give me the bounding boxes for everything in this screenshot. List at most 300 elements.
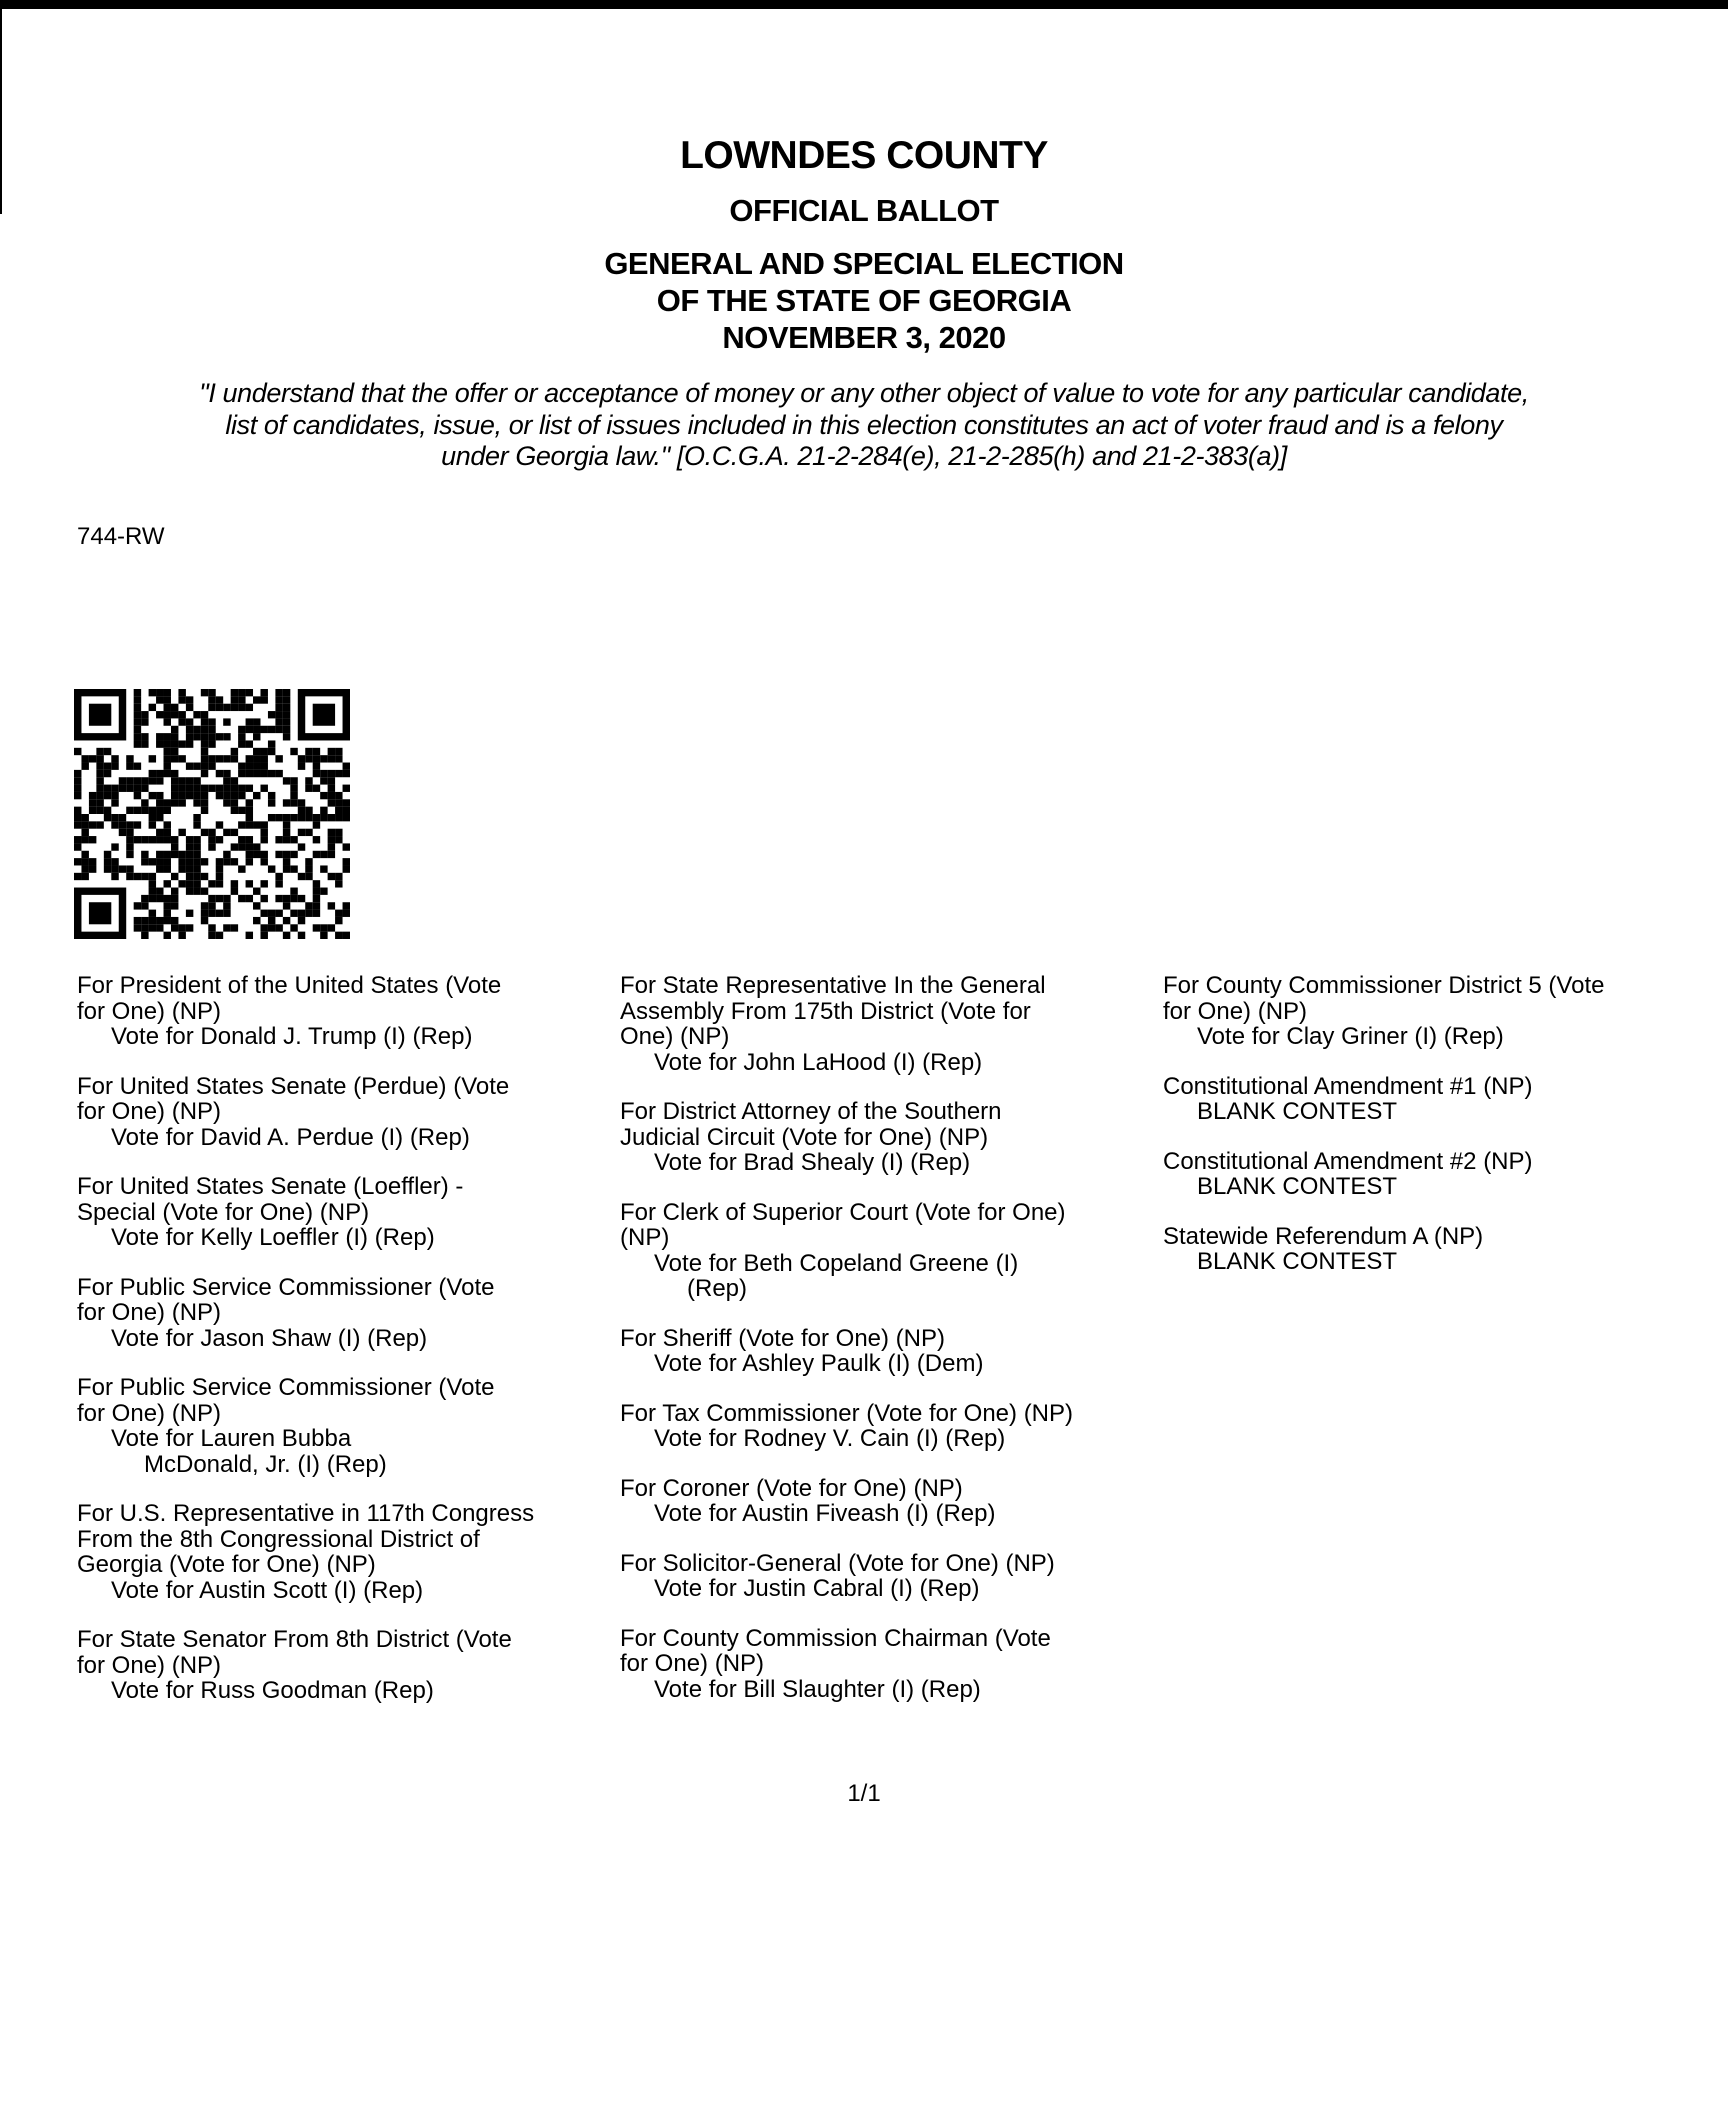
qr-module — [216, 895, 223, 902]
qr-module — [171, 770, 178, 777]
qr-module — [178, 740, 185, 747]
qr-module — [119, 785, 126, 792]
qr-module — [193, 880, 200, 887]
qr-module — [223, 851, 230, 858]
qr-module — [223, 785, 230, 792]
qr-module — [238, 895, 245, 902]
contest-title-line: Special (Vote for One) (NP) — [77, 1198, 370, 1226]
contest-title-line: for One) (NP) — [620, 1650, 765, 1677]
qr-module — [171, 902, 178, 909]
qr-module — [268, 865, 275, 872]
qr-module — [149, 755, 156, 762]
qr-module — [253, 792, 260, 799]
qr-module — [81, 829, 88, 836]
qr-module — [290, 836, 297, 843]
qr-module — [156, 689, 163, 696]
qr-module — [141, 858, 148, 865]
election-line: NOVEMBER 3, 2020 — [722, 320, 1006, 355]
contest-title-line: For Clerk of Superior Court (Vote for One) — [620, 1198, 1066, 1226]
qr-module — [193, 836, 200, 843]
qr-module — [74, 748, 81, 755]
qr-module — [119, 829, 126, 836]
qr-module — [104, 814, 111, 821]
qr-module — [156, 924, 163, 931]
contest-title-line: for One) (NP) — [77, 1651, 222, 1679]
qr-module — [156, 799, 163, 806]
qr-module — [134, 792, 141, 799]
qr-module — [268, 711, 275, 718]
qr-module — [313, 770, 320, 777]
qr-module — [246, 814, 253, 821]
qr-module — [164, 807, 171, 814]
qr-module — [260, 895, 267, 902]
contest-title-line: For Sheriff (Vote for One) (NP) — [620, 1324, 945, 1352]
qr-module — [343, 858, 350, 865]
qr-module — [208, 740, 215, 747]
qr-module — [238, 704, 245, 711]
qr-module — [193, 814, 200, 821]
qr-module — [290, 888, 297, 895]
qr-module — [178, 777, 185, 784]
qr-module — [343, 785, 350, 792]
qr-module — [253, 763, 260, 770]
qr-module — [134, 718, 141, 725]
qr-module — [178, 711, 185, 718]
qr-module — [305, 785, 312, 792]
contest-title-line: For President of the United States (Vote — [77, 972, 502, 999]
qr-module — [343, 902, 350, 909]
qr-module — [186, 873, 193, 880]
selected-choice: Vote for Bill Slaughter (I) (Rep) — [654, 1675, 981, 1703]
qr-module — [81, 836, 88, 843]
contest-title-line: Georgia (Vote for One) (NP) — [77, 1551, 376, 1578]
qr-module — [231, 807, 238, 814]
qr-module — [223, 902, 230, 909]
qr-module — [238, 696, 245, 703]
qr-module — [238, 763, 245, 770]
qr-finder-center — [89, 902, 111, 924]
qr-module — [208, 895, 215, 902]
qr-module — [328, 755, 335, 762]
page-number: 1/1 — [847, 1780, 881, 1807]
qr-module — [178, 924, 185, 931]
qr-module — [208, 910, 215, 917]
qr-finder-center — [313, 704, 335, 726]
qr-module — [275, 880, 282, 887]
qr-module — [223, 799, 230, 806]
contest — [620, 1476, 1073, 1527]
qr-module — [201, 733, 208, 740]
selected-choice: Vote for Kelly Loeffler (I) (Rep) — [111, 1224, 435, 1251]
qr-module — [335, 910, 342, 917]
qr-module — [141, 902, 148, 909]
qr-module — [313, 821, 320, 828]
qr-module — [208, 733, 215, 740]
contest — [77, 1627, 534, 1704]
qr-module — [260, 763, 267, 770]
qr-module — [290, 799, 297, 806]
qr-module — [74, 777, 81, 784]
qr-module — [141, 718, 148, 725]
qr-module — [283, 865, 290, 872]
qr-module — [208, 689, 215, 696]
qr-module — [238, 770, 245, 777]
scan-border-left — [0, 9, 2, 214]
qr-module — [141, 807, 148, 814]
qr-module — [238, 865, 245, 872]
qr-module — [141, 917, 148, 924]
qr-module — [156, 858, 163, 865]
qr-module — [149, 770, 156, 777]
qr-module — [96, 748, 103, 755]
qr-module — [164, 733, 171, 740]
qr-module — [328, 770, 335, 777]
qr-module — [343, 814, 350, 821]
selected-choice: Vote for Jason Shaw (I) (Rep) — [111, 1324, 428, 1352]
qr-module — [126, 829, 133, 836]
qr-module — [313, 895, 320, 902]
qr-module — [178, 718, 185, 725]
qr-module — [178, 689, 185, 696]
qr-module — [246, 932, 253, 939]
qr-module — [313, 880, 320, 887]
election-line: OF THE STATE OF GEORGIA — [656, 283, 1072, 318]
qr-module — [246, 704, 253, 711]
qr-module — [186, 785, 193, 792]
qr-module — [186, 858, 193, 865]
qr-module — [223, 770, 230, 777]
qr-module — [156, 696, 163, 703]
qr-module — [178, 880, 185, 887]
qr-module — [96, 785, 103, 792]
qr-module — [275, 696, 282, 703]
qr-module — [171, 726, 178, 733]
selected-choice: Vote for Rodney V. Cain (I) (Rep) — [654, 1425, 1006, 1452]
qr-module — [231, 696, 238, 703]
qr-module — [343, 932, 350, 939]
qr-module — [253, 917, 260, 924]
qr-module — [104, 858, 111, 865]
qr-module — [223, 910, 230, 917]
qr-module — [171, 733, 178, 740]
qr-module — [328, 814, 335, 821]
qr-module — [164, 880, 171, 887]
qr-module — [208, 829, 215, 836]
qr-module — [268, 814, 275, 821]
qr-module — [253, 718, 260, 725]
qr-module — [275, 704, 282, 711]
qr-module — [201, 902, 208, 909]
qr-module — [238, 792, 245, 799]
qr-module — [149, 777, 156, 784]
qr-module — [335, 873, 342, 880]
qr-module — [216, 755, 223, 762]
qr-module — [216, 865, 223, 872]
qr-module — [104, 807, 111, 814]
qr-module — [126, 865, 133, 872]
qr-module — [134, 785, 141, 792]
qr-module — [156, 740, 163, 747]
qr-module — [260, 836, 267, 843]
qr-module — [305, 873, 312, 880]
contest-title-line: for One) (NP) — [1163, 997, 1308, 1025]
qr-module — [231, 785, 238, 792]
qr-module — [186, 733, 193, 740]
qr-module — [171, 924, 178, 931]
qr-module — [260, 696, 267, 703]
qr-module — [268, 770, 275, 777]
contest-column-2 — [620, 973, 1073, 1726]
county-title: LOWNDES COUNTY — [680, 134, 1048, 177]
qr-module — [246, 807, 253, 814]
qr-module — [343, 770, 350, 777]
qr-module — [96, 770, 103, 777]
qr-module — [223, 755, 230, 762]
contest — [1163, 1149, 1604, 1200]
contest — [77, 1174, 534, 1251]
qr-module — [208, 836, 215, 843]
qr-module — [134, 873, 141, 880]
qr-module — [74, 843, 81, 850]
qr-module — [171, 799, 178, 806]
qr-module — [275, 873, 282, 880]
qr-module — [290, 910, 297, 917]
contest-title-line: For Public Service Commissioner (Vote — [77, 1273, 495, 1301]
qr-module — [223, 718, 230, 725]
qr-module — [156, 770, 163, 777]
qr-module — [119, 777, 126, 784]
qr-module — [111, 843, 118, 850]
voter-fraud-oath — [60, 378, 1668, 473]
qr-module — [193, 843, 200, 850]
qr-module — [313, 763, 320, 770]
qr-module — [193, 821, 200, 828]
qr-module — [305, 777, 312, 784]
qr-module — [164, 858, 171, 865]
qr-module — [283, 733, 290, 740]
oath-line: "I understand that the offer or acceptance of money or any other object of value to vote for any particular candidate, — [199, 378, 1529, 408]
qr-module — [328, 873, 335, 880]
oath-line: list of candidates, issue, or list of issues included in this election constitutes an act of voter fraud and is a felony — [225, 409, 1503, 440]
qr-module — [186, 740, 193, 747]
qr-module — [96, 755, 103, 762]
qr-module — [104, 785, 111, 792]
qr-module — [275, 814, 282, 821]
qr-module — [208, 932, 215, 939]
qr-module — [81, 858, 88, 865]
qr-module — [260, 821, 267, 828]
qr-module — [201, 799, 208, 806]
qr-module — [81, 814, 88, 821]
qr-module — [149, 807, 156, 814]
qr-module — [149, 814, 156, 821]
contest-title-line: for One) (NP) — [77, 1098, 222, 1125]
qr-module — [134, 740, 141, 747]
qr-module — [164, 910, 171, 917]
qr-module — [193, 711, 200, 718]
qr-module — [186, 696, 193, 703]
qr-module — [126, 777, 133, 784]
qr-module — [149, 689, 156, 696]
qr-module — [156, 711, 163, 718]
qr-module — [156, 829, 163, 836]
qr-module — [134, 711, 141, 718]
qr-module — [328, 799, 335, 806]
qr-module — [134, 902, 141, 909]
qr-module — [246, 726, 253, 733]
qr-module — [320, 924, 327, 931]
qr-module — [328, 902, 335, 909]
qr-module — [164, 740, 171, 747]
qr-module — [171, 792, 178, 799]
qr-module — [246, 851, 253, 858]
qr-module — [305, 755, 312, 762]
qr-module — [171, 917, 178, 924]
qr-module — [89, 792, 96, 799]
qr-module — [275, 689, 282, 696]
qr-module — [141, 711, 148, 718]
qr-module — [156, 807, 163, 814]
qr-module — [149, 895, 156, 902]
qr-module — [231, 924, 238, 931]
qr-module — [328, 843, 335, 850]
qr-module — [246, 843, 253, 850]
qr-module — [178, 755, 185, 762]
qr-module — [320, 770, 327, 777]
qr-module — [193, 865, 200, 872]
selected-choice: McDonald, Jr. (I) (Rep) — [144, 1450, 387, 1478]
qr-module — [298, 910, 305, 917]
qr-module — [238, 807, 245, 814]
qr-module — [216, 932, 223, 939]
qr-module — [201, 726, 208, 733]
qr-module — [275, 895, 282, 902]
qr-module — [178, 829, 185, 836]
qr-module — [141, 740, 148, 747]
qr-module — [208, 704, 215, 711]
qr-module — [208, 880, 215, 887]
contest-title-line: For County Commission Chairman (Vote — [620, 1624, 1051, 1652]
qr-module — [164, 748, 171, 755]
qr-module — [96, 807, 103, 814]
qr-module — [216, 880, 223, 887]
qr-module — [313, 910, 320, 917]
qr-module — [283, 777, 290, 784]
qr-module — [298, 932, 305, 939]
qr-module — [216, 696, 223, 703]
qr-module — [81, 821, 88, 828]
qr-module — [246, 689, 253, 696]
qr-module — [149, 910, 156, 917]
qr-module — [74, 792, 81, 799]
oath-line: under Georgia law." [O.C.G.A. 21-2-284(e), 21-2-285(h) and 21-2-383(a)] — [441, 441, 1287, 471]
qr-module — [81, 873, 88, 880]
qr-module — [283, 829, 290, 836]
qr-module — [201, 910, 208, 917]
qr-module — [134, 726, 141, 733]
qr-module — [81, 755, 88, 762]
qr-module — [149, 821, 156, 828]
qr-module — [328, 851, 335, 858]
qr-module — [104, 792, 111, 799]
qr-module — [96, 821, 103, 828]
qr-module — [283, 711, 290, 718]
qr-module — [231, 755, 238, 762]
ballot-title: OFFICIAL BALLOT — [729, 193, 999, 228]
qr-module — [253, 851, 260, 858]
qr-module — [149, 792, 156, 799]
qr-module — [74, 785, 81, 792]
qr-module — [111, 785, 118, 792]
qr-module — [89, 836, 96, 843]
qr-module — [320, 865, 327, 872]
qr-module — [164, 711, 171, 718]
qr-module — [283, 858, 290, 865]
qr-module — [89, 865, 96, 872]
qr-module — [320, 814, 327, 821]
qr-module — [238, 726, 245, 733]
qr-module — [260, 748, 267, 755]
qr-module — [156, 851, 163, 858]
qr-module — [81, 851, 88, 858]
qr-module — [193, 763, 200, 770]
qr-module — [298, 917, 305, 924]
qr-module — [201, 755, 208, 762]
qr-module — [305, 910, 312, 917]
qr-module — [313, 836, 320, 843]
qr-module — [201, 873, 208, 880]
qr-module — [193, 777, 200, 784]
qr-module — [171, 851, 178, 858]
contest-title-line: Constitutional Amendment #2 (NP) — [1163, 1147, 1533, 1175]
contest — [1163, 1074, 1604, 1125]
qr-module — [104, 770, 111, 777]
qr-module — [96, 799, 103, 806]
qr-module — [201, 807, 208, 814]
qr-module — [186, 763, 193, 770]
qr-module — [208, 718, 215, 725]
contest — [620, 1326, 1073, 1377]
qr-module — [260, 689, 267, 696]
qr-module — [313, 785, 320, 792]
qr-module — [111, 799, 118, 806]
contest — [77, 1501, 534, 1603]
qr-module — [164, 799, 171, 806]
contest — [77, 1375, 534, 1477]
selected-choice: Vote for John LaHood (I) (Rep) — [654, 1048, 983, 1076]
qr-module — [171, 873, 178, 880]
qr-module — [231, 799, 238, 806]
qr-module — [178, 792, 185, 799]
qr-module — [89, 755, 96, 762]
qr-module — [328, 829, 335, 836]
contest — [77, 973, 534, 1050]
qr-module — [149, 924, 156, 931]
qr-module — [223, 704, 230, 711]
qr-module — [290, 748, 297, 755]
qr-module — [96, 763, 103, 770]
qr-module — [208, 902, 215, 909]
qr-module — [149, 917, 156, 924]
qr-module — [201, 740, 208, 747]
qr-module — [335, 917, 342, 924]
contest-title-line: One) (NP) — [620, 1023, 730, 1050]
qr-module — [283, 718, 290, 725]
qr-module — [283, 851, 290, 858]
qr-module — [343, 763, 350, 770]
qr-module — [290, 785, 297, 792]
qr-module — [193, 726, 200, 733]
